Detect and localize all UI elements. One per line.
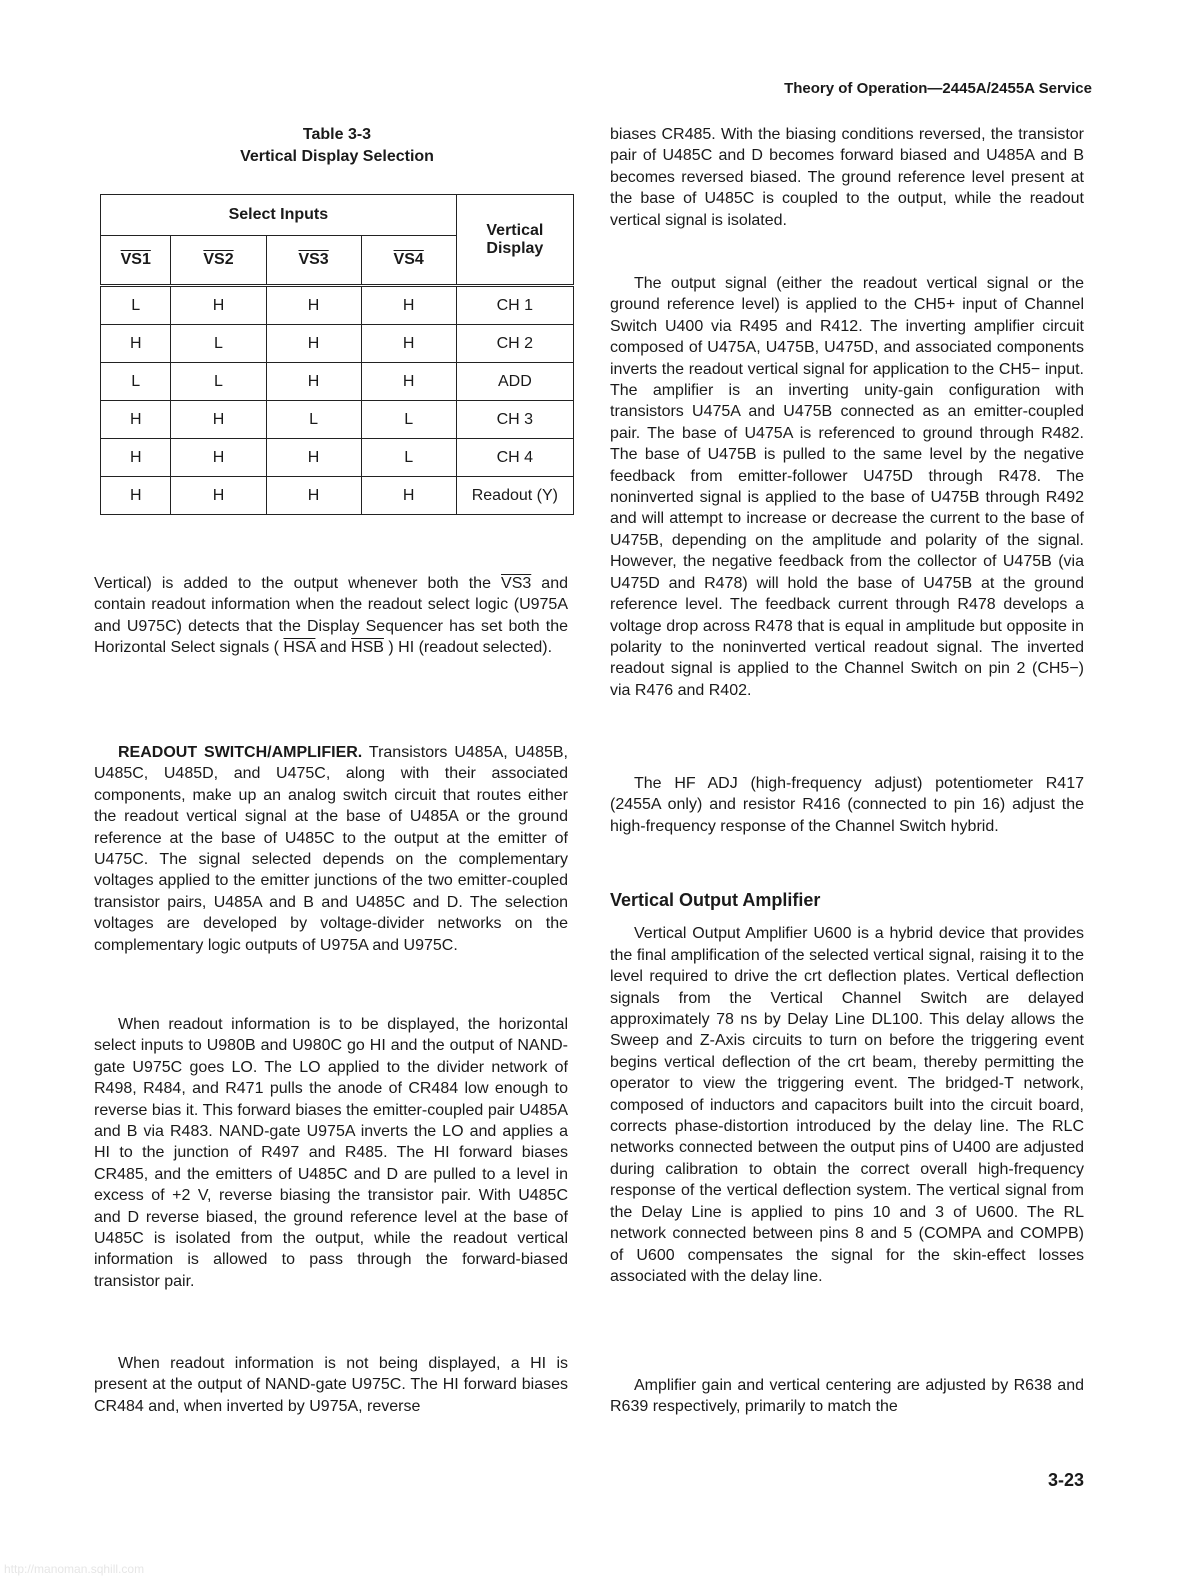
hsb-signal: $\overline{HSB}$ bbox=[351, 639, 384, 657]
right-section bbox=[610, 890, 1084, 1287]
left-paragraph-2: READOUT SWITCH/AMPLIFIER. Transistors U485A, U485B, U485C, U485D, and U475C, along with their associated components, make up an analog switch circuit that routes either the readout vertical signal at the base of U485A or the ground reference at the base of U485C to the output at the emitter of U475C. The signal selected depends on the complementary voltages applied to the emitter junctions of the two emitter-coupled transistor pairs, U485A and B and U485C and D. The selection voltages are developed by voltage-divider networks on the complementary logic outputs of U975A and U975C. bbox=[94, 744, 569, 954]
table-cell: H bbox=[266, 439, 361, 477]
table-cell: H bbox=[266, 477, 361, 515]
select-inputs-header: Select Inputs bbox=[101, 195, 457, 236]
table-cell: H bbox=[101, 401, 171, 439]
left-paragraph-3: When readout information is to be displayed, the horizontal select inputs to U980B and U980C go HI and the output of NAND-gate U975C goes LO. The LO applied to the divider network of R498, R484, and R471 pulls the anode of CR484 low enough to reverse bias it. This forward biases the emitter-coupled pair U485A and B via R483. NAND-gate U975A inverts the LO and applies a HI to the junction of R497 and R485. The HI forward biases CR485, and the emitters of U485C and D are pulled to a level in excess of +2 V, reverse biasing the transistor pair. With U485C and D reverse biased, the ground reference level at the base of U485C is isolated from the output, while the readout vertical information is allowed to pass through the forward-biased transistor pair. bbox=[94, 1016, 568, 1290]
vertical-display-table bbox=[100, 194, 574, 515]
right-paragraph-4: Vertical Output Amplifier U600 is a hybrid device that provides the final amplification of the selected vertical signal, raising it to the level required to drive the crt deflection plates. Vertical deflection signals from the Vertical Channel Switch are delayed approximately 78 ns by Delay Line DL100. This delay allows the Sweep and Z-Axis circuits to turn on before the triggering event begins vertical deflection of the crt beam, thereby permitting the operator to view the triggering event. The bridged-T network, composed of inductors and capacitors built into the circuit board, corrects phase-distortion introduced by the delay line. The RLC networks connected between the output pins of U400 are adjusted during calibration to obtain the correct overall high-frequency response of the vertical deflection system. The vertical signal from the Delay Line is applied to pins 10 and 3 of U600. The RL network connected between pins 8 and 5 (COMPA and COMPB) of U600 compensates the signal for the skin-effect losses associated with the delay line. bbox=[610, 925, 1084, 1285]
section-heading: Vertical Output Amplifier bbox=[610, 890, 821, 910]
table-cell: H bbox=[361, 477, 456, 515]
table-cell: CH 4 bbox=[456, 439, 573, 477]
table-cell: H bbox=[361, 363, 456, 401]
hsa-signal: $\overline{HSA}$ bbox=[283, 639, 316, 657]
right-paragraph-3: The HF ADJ (high-frequency adjust) potentiometer R417 (2455A only) and resistor R416 (connected to pin 16) adjust the high-frequency response of the Channel Switch hybrid. bbox=[610, 775, 1084, 835]
table-cell: H bbox=[171, 439, 266, 477]
header-vs3: VS3 bbox=[266, 236, 361, 286]
table-cell: L bbox=[101, 363, 171, 401]
table-cell: H bbox=[361, 325, 456, 363]
table-cell: H bbox=[361, 286, 456, 325]
table-cell: H bbox=[101, 477, 171, 515]
table-cell: L bbox=[361, 401, 456, 439]
table-cell: Readout (Y) bbox=[456, 477, 573, 515]
table-number: Table 3-3 bbox=[302, 126, 372, 143]
right-paragraph-5: Amplifier gain and vertical centering are adjusted by R638 and R639 respectively, primarily to match the bbox=[610, 1377, 1084, 1416]
table-cell: L bbox=[266, 401, 361, 439]
table-row bbox=[101, 363, 574, 401]
table-cell: H bbox=[171, 286, 266, 325]
header-vs4: VS4 bbox=[361, 236, 456, 286]
table-cell: L bbox=[101, 286, 171, 325]
table-cell: H bbox=[266, 325, 361, 363]
left-paragraph-4: When readout information is not being displayed, a HI is present at the output of NAND-gate U975C. The HI forward biases CR484 and, when inverted by U975A, reverse bbox=[94, 1355, 568, 1415]
table-cell: CH 1 bbox=[456, 286, 573, 325]
table-row bbox=[101, 401, 574, 439]
header-vs2: VS2 bbox=[171, 236, 266, 286]
table-cell: ADD bbox=[456, 363, 573, 401]
table-caption bbox=[100, 124, 574, 168]
table-cell: CH 2 bbox=[456, 325, 573, 363]
table-row bbox=[101, 325, 574, 363]
table-cell: H bbox=[171, 401, 266, 439]
table-cell: L bbox=[171, 325, 266, 363]
readout-switch-runin: READOUT SWITCH/AMPLIFIER. bbox=[118, 744, 363, 761]
page-number: 3-23 bbox=[1047, 1470, 1084, 1490]
table-cell: L bbox=[361, 439, 456, 477]
right-paragraph-2: The output signal (either the readout vertical signal or the ground reference level) is applied to the CH5+ input of Channel Switch U400 via R495 and R412. The inverting amplifier circuit composed of U475A, U475B, U475D, and associated components inverts the readout vertical signal for application to the CH5− input. The amplifier is an inverting unity-gain configuration with transistors U475A and U475B connected as an emitter-coupled pair. The base of U475A is referenced to ground through R482. The base of U475B is pulled to the same level by the negative feedback from emitter-follower U475D through R478. The noninverted signal is applied to the base of U475B through R492 and will attempt to increase or decrease the current to the base of U475B, depending on the amplitude and polarity of the signal. However, the negative feedback from the collector of U475B (via U475D and R478) will hold the base of U475B at the ground reference level. The feedback current through R478 develops a voltage drop across R478 that is equal in amplitude but opposite in polarity to the noninverted vertical readout signal. The inverted readout signal is applied to the Channel Switch on pin 2 (CH5−) via R476 and R402. bbox=[610, 275, 1084, 699]
table-row bbox=[101, 439, 574, 477]
header-vs1: VS1 bbox=[101, 236, 171, 286]
right-paragraph-1: biases CR485. With the biasing conditions reversed, the transistor pair of U485C and D becomes forward biased and U485A and B becomes reversed biased. The ground reference level present at the base of U485C is coupled to the output, while the readout vertical signal is isolated. bbox=[610, 126, 1084, 229]
running-header: Theory of Operation—2445A/2455A Service bbox=[784, 80, 1092, 97]
left-paragraph-1: Vertical) is added to the output whenever both the VS3 and contain readout information when the readout select logic (U975A and U975C) detects that the Display Sequencer has set both the Horizontal Select signals ( $\overline{HSA}$ and $\overline{HSB}$ ) HI (readout selected). bbox=[94, 575, 568, 657]
table-cell: H bbox=[266, 363, 361, 401]
table-cell: CH 3 bbox=[456, 401, 573, 439]
table-cell: H bbox=[101, 325, 171, 363]
vs3-signal: VS3 bbox=[501, 575, 532, 592]
table-title: Vertical Display Selection bbox=[240, 148, 434, 165]
table-row bbox=[101, 477, 574, 515]
table-cell: H bbox=[266, 286, 361, 325]
table-cell: H bbox=[171, 477, 266, 515]
table-cell: H bbox=[101, 439, 171, 477]
vertical-display-header: Vertical Display bbox=[456, 195, 573, 286]
table-cell: L bbox=[171, 363, 266, 401]
table-row bbox=[101, 286, 574, 325]
watermark: http://manoman.sqhill.com bbox=[4, 1562, 145, 1576]
